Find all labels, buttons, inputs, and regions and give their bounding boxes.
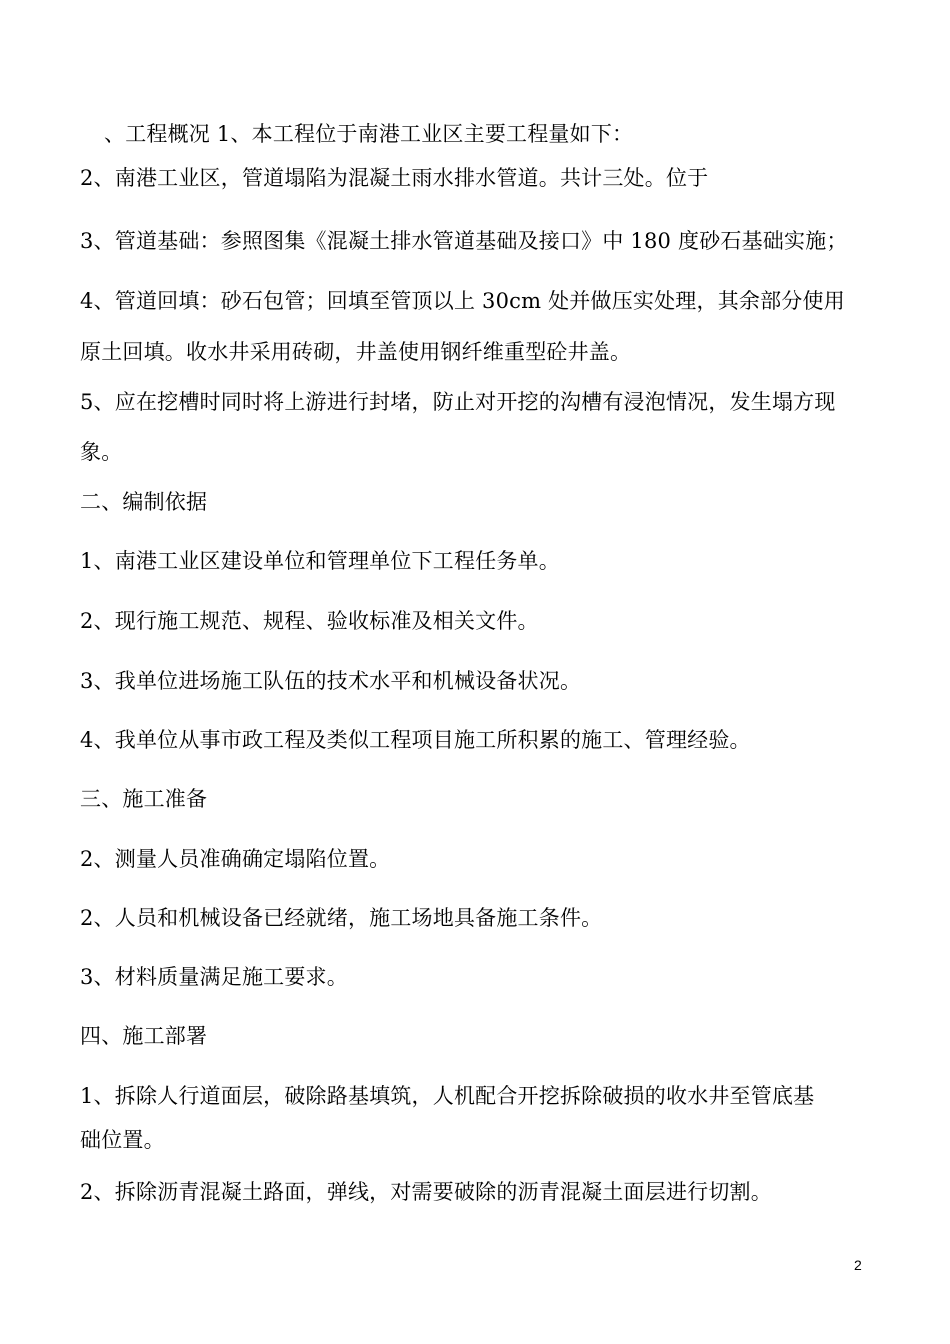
basis-item-1: 1、南港工业区建设单位和管理单位下工程任务单。 [80,549,560,573]
deploy-item-1-cont: 础位置。 [80,1128,165,1152]
prep-item-3: 3、材料质量满足施工要求。 [80,965,348,989]
prep-item-1: 2、测量人员准确确定塌陷位置。 [80,847,391,871]
section-heading-2: 二、编制依据 [80,490,208,514]
deploy-item-2: 2、拆除沥青混凝土路面，弹线，对需要破除的沥青混凝土面层进行切割。 [80,1180,772,1204]
prep-item-2: 2、人员和机械设备已经就绪，施工场地具备施工条件。 [80,906,603,930]
text-line-5-cont: 象。 [80,440,123,464]
page-number: 2 [854,1257,862,1273]
section-heading-3: 三、施工准备 [80,787,208,811]
text-line-overview: 、工程概况 1、本工程位于南港工业区主要工程量如下： [104,122,634,146]
text-line-4: 4、管道回填：砂石包管；回填至管顶以上 30cm 处并做压实处理，其余部分使用 [80,289,845,313]
text-line-3: 3、管道基础：参照图集《混凝土排水管道基础及接口》中 180 度砂石基础实施； [80,229,848,253]
text-line-2: 2、南港工业区，管道塌陷为混凝土雨水排水管道。共计三处。位于 [80,166,709,190]
deploy-item-1: 1、拆除人行道面层，破除路基填筑，人机配合开挖拆除破损的收水井至管底基 [80,1084,815,1108]
text-line-4-cont: 原土回填。收水井采用砖砌，井盖使用钢纤维重型砼井盖。 [80,340,632,364]
basis-item-3: 3、我单位进场施工队伍的技术水平和机械设备状况。 [80,669,582,693]
section-heading-4: 四、施工部署 [80,1024,208,1048]
text-line-5: 5、应在挖槽时同时将上游进行封堵，防止对开挖的沟槽有浸泡情况，发生塌方现 [80,390,836,414]
basis-item-2: 2、现行施工规范、规程、验收标准及相关文件。 [80,609,539,633]
basis-item-4: 4、我单位从事市政工程及类似工程项目施工所积累的施工、管理经验。 [80,728,751,752]
